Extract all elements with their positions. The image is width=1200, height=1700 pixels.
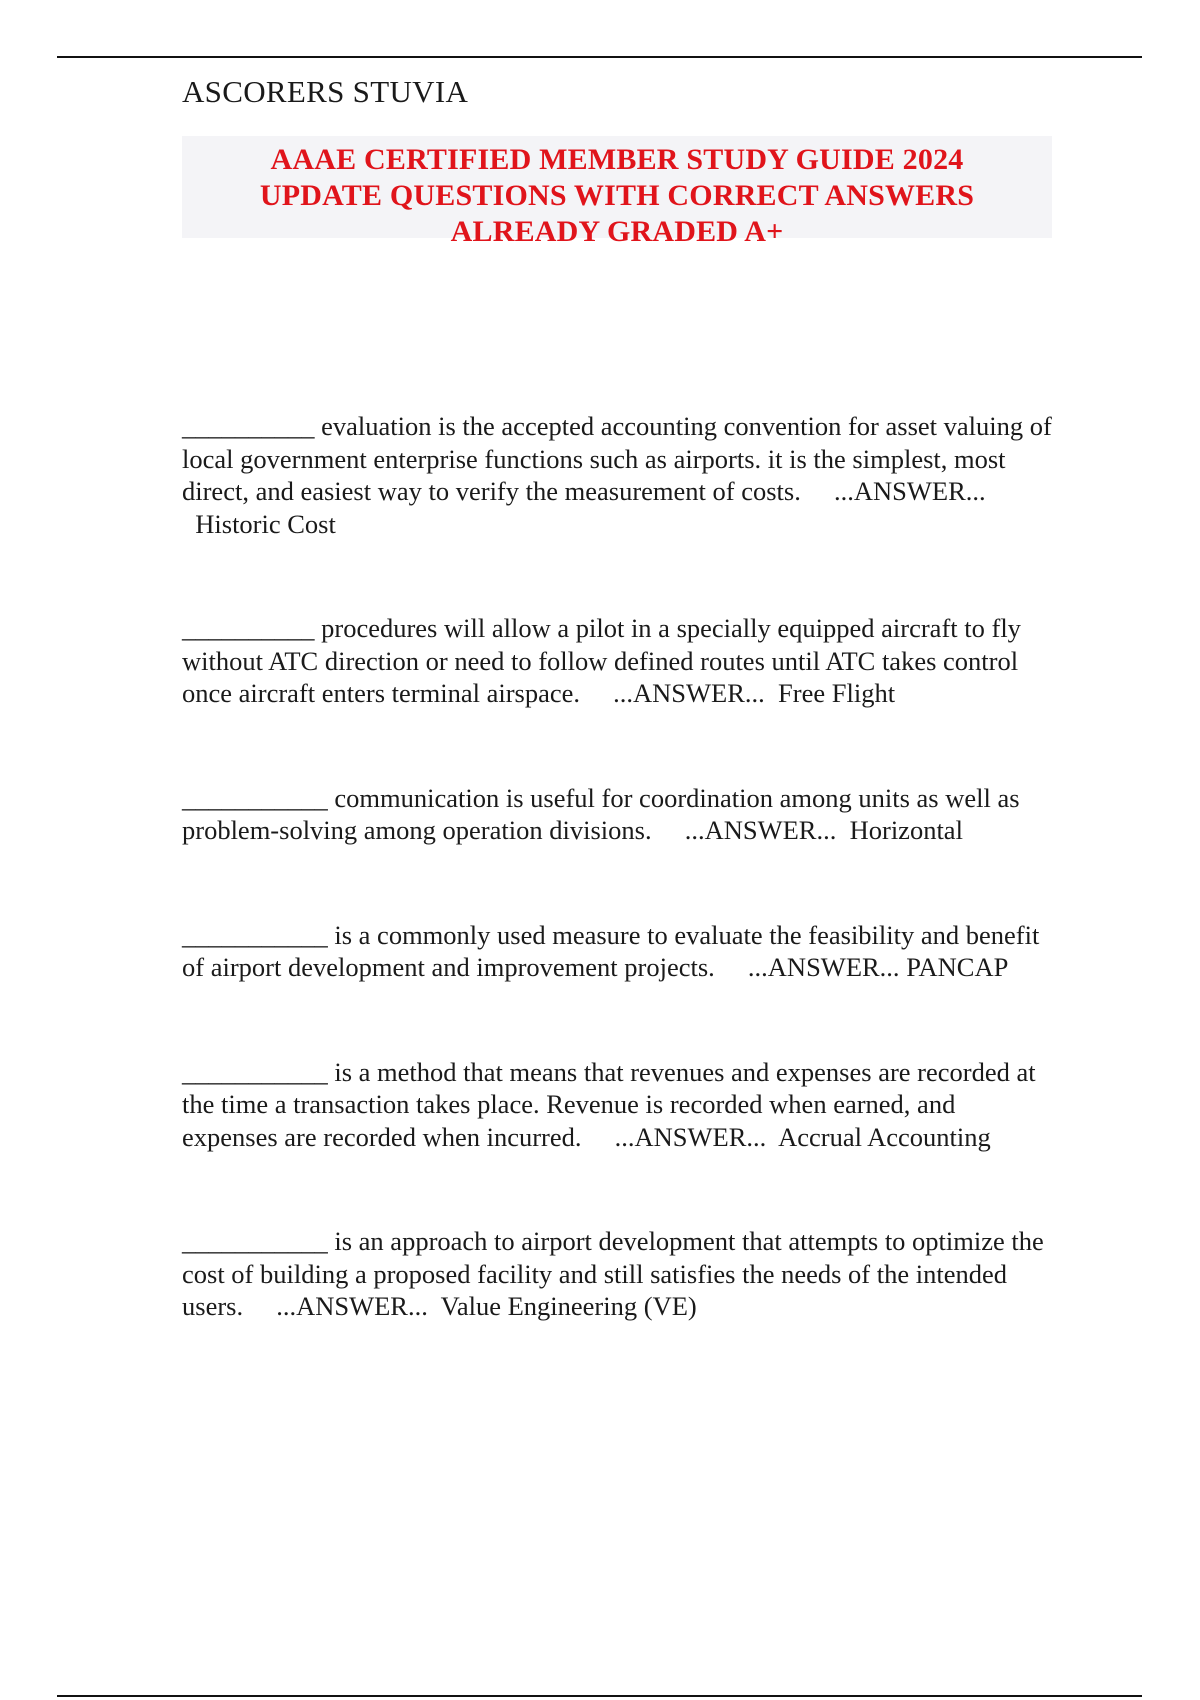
answer-marker: ...ANSWER...: [684, 815, 837, 845]
qa-item: [182, 612, 1052, 710]
answer-text: Historic Cost: [195, 508, 336, 539]
title-line: AAAE CERTIFIED MEMBER STUDY GUIDE 2024: [270, 143, 964, 176]
question-text: __________ procedures will allow a pilot in a specially equipped aircraft to fly without ATC direction or need to follow defined routes until ATC takes control once aircraft enters terminal airspace.: [182, 613, 1021, 708]
question-text: __________ evaluation is the accepted accounting convention for asset valuing of local government enterprise functions such as airports. it is the simplest, most direct, and easiest way to verify the measurement of costs.: [182, 411, 1052, 506]
document-title: [182, 136, 1052, 248]
answer-marker: ...ANSWER...: [276, 1291, 428, 1321]
answer-text: PANCAP: [906, 952, 1009, 982]
answer-marker: ...ANSWER...: [747, 952, 900, 982]
bottom-rule: [57, 1695, 1142, 1697]
page-content: [182, 72, 1052, 1323]
qa-item: [182, 410, 1052, 540]
qa-list: [182, 410, 1052, 1323]
question-text: ___________ is an approach to airport development that attempts to optimize the cost of building a proposed facility and still satisfies the needs of the intended users.: [182, 1226, 1044, 1321]
question-text: ___________ communication is useful for coordination among units as well as problem-solving among operation divisions.: [182, 782, 1020, 845]
answer-text: Free Flight: [778, 678, 896, 708]
top-rule: [57, 56, 1142, 58]
answer-marker: ...ANSWER...: [614, 1121, 767, 1152]
title-line: UPDATE QUESTIONS WITH CORRECT ANSWERS: [259, 179, 975, 212]
brand-header: ASCORERS STUVIA: [182, 74, 469, 109]
question-text: ___________ is a commonly used measure to evaluate the feasibility and benefit of airport development and improvement projects.: [182, 919, 1040, 982]
answer-text: Accrual Accounting: [778, 1121, 991, 1152]
answer-marker: ...ANSWER...: [833, 476, 986, 506]
qa-item: [182, 782, 1052, 847]
answer-marker: ...ANSWER...: [613, 678, 765, 708]
qa-item: [182, 919, 1052, 984]
title-line: ALREADY GRADED A+: [450, 215, 784, 248]
qa-item: [182, 1056, 1052, 1154]
question-text: ___________ is a method that means that revenues and expenses are recorded at the time a transaction takes place. Revenue is recorded when earned, and expenses are recorded when incurred.: [182, 1056, 1036, 1152]
answer-text: Value Engineering (VE): [440, 1291, 697, 1321]
qa-item: [182, 1225, 1052, 1323]
answer-text: Horizontal: [849, 815, 963, 845]
